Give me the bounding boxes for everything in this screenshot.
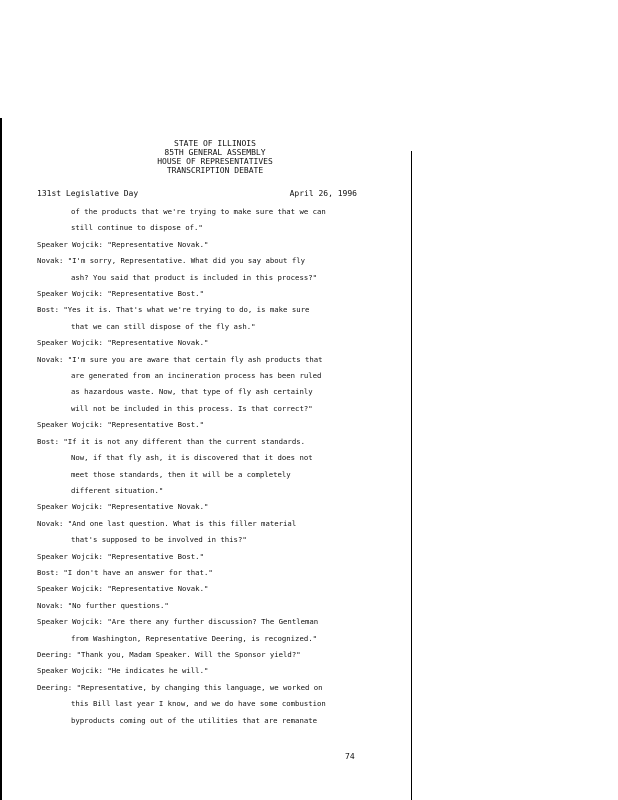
speech-text: will not be included in this process. Is that correct?": [71, 403, 313, 413]
transcript-line: [37, 401, 357, 417]
transcript-line: [37, 696, 357, 712]
speech-text: "No further questions.": [67, 600, 169, 610]
right-margin-rule: [411, 151, 412, 800]
speech-text: "Representative Bost.": [107, 289, 204, 299]
transcript-line: [37, 286, 357, 302]
speaker-label: Speaker Wojcik:: [37, 551, 103, 561]
speech-text: "Representative Novak.": [107, 584, 209, 594]
transcript-line: [37, 565, 357, 581]
speaker-label: Novak:: [37, 256, 64, 266]
speaker-label: Speaker Wojcik:: [37, 420, 103, 430]
speech-text: meet those standards, then it will be a completely: [71, 469, 291, 479]
speech-text: as hazardous waste. Now, that type of fly ash certainly: [71, 387, 313, 397]
speech-text: of the products that we're trying to make sure that we can: [71, 207, 326, 216]
speaker-label: Novak:: [37, 518, 64, 528]
speaker-label: Speaker Wojcik:: [37, 617, 103, 627]
speech-text: "Representative Bost.": [107, 551, 204, 561]
transcript-line: [37, 581, 357, 597]
document-header: [130, 139, 300, 175]
transcript-body: [37, 204, 357, 729]
speech-text: "Representative Bost.": [107, 420, 204, 430]
speech-text: still continue to dispose of.": [71, 223, 203, 233]
assembly-name: 85TH GENERAL ASSEMBLY: [164, 148, 266, 157]
speaker-label: Deering:: [37, 682, 73, 692]
speaker-label: Speaker Wojcik:: [37, 584, 103, 594]
speech-text: "Are there any further discussion? The Gentleman: [107, 617, 319, 627]
speaker-label: Speaker Wojcik:: [37, 338, 103, 348]
transcript-line: [37, 352, 357, 368]
transcript-line: [37, 467, 357, 483]
speech-text: "Representative Novak.": [107, 338, 209, 348]
transcript-line: [37, 384, 357, 400]
speech-text: "And one last question. What is this filler material: [67, 518, 297, 528]
speaker-label: Speaker Wojcik:: [37, 666, 103, 676]
transcript-line: [37, 450, 357, 466]
transcript-line: [37, 368, 357, 384]
speech-text: "Thank you, Madam Speaker. Will the Sponsor yield?": [76, 649, 301, 659]
state-name: STATE OF ILLINOIS: [174, 139, 256, 148]
speaker-label: Deering:: [37, 649, 73, 659]
speech-text: that's supposed to be involved in this?": [71, 535, 247, 545]
transcript-line: [37, 270, 357, 286]
transcript-line: [37, 335, 357, 351]
speech-text: "Yes it is. That's what we're trying to do, is make sure: [63, 305, 310, 315]
left-edge-mark: [0, 118, 2, 800]
speech-text: from Washington, Representative Deering, is recognized.": [71, 633, 318, 643]
speech-text: "Representative Novak.": [107, 502, 209, 512]
speaker-label: Novak:: [37, 600, 64, 610]
transcript-line: [37, 549, 357, 565]
transcript-line: [37, 614, 357, 630]
speech-text: Now, if that fly ash, it is discovered that it does not: [71, 453, 313, 463]
transcript-date: April 26, 1996: [289, 189, 357, 198]
speaker-label: Novak:: [37, 354, 64, 364]
transcript-line: [37, 499, 357, 515]
speech-text: "Representative Novak.": [107, 239, 209, 249]
speaker-label: Bost:: [37, 567, 59, 577]
transcript-line: [37, 663, 357, 679]
transcript-line: [37, 302, 357, 318]
speaker-label: Speaker Wojcik:: [37, 289, 103, 299]
speech-text: ash? You said that product is included in this process?": [71, 272, 318, 282]
transcript-line: [37, 319, 357, 335]
house-name: HOUSE OF REPRESENTATIVES: [157, 157, 273, 166]
speech-text: "Representative, by changing this language, we worked on: [76, 682, 323, 692]
speech-text: "If it is not any different than the current standards.: [63, 436, 305, 446]
document-type: TRANSCRIPTION DEBATE: [166, 166, 264, 175]
transcript-line: [37, 483, 357, 499]
transcript-line: [37, 434, 357, 450]
speech-text: "I'm sorry, Representative. What did you say about fly: [67, 256, 305, 266]
transcript-line: [37, 631, 357, 647]
speech-text: are generated from an incineration process has been ruled: [71, 371, 322, 381]
speech-text: "He indicates he will.": [107, 666, 209, 676]
transcript-line: [37, 204, 357, 220]
speaker-label: Speaker Wojcik:: [37, 239, 103, 249]
transcript-line: [37, 253, 357, 269]
transcript-line: [37, 598, 357, 614]
speech-text: "I don't have an answer for that.": [63, 567, 213, 577]
speech-text: this Bill last year I know, and we do have some combustion: [71, 699, 326, 709]
transcript-line: [37, 532, 357, 548]
transcript-line: [37, 220, 357, 236]
speech-text: "I'm sure you are aware that certain fly ash products that: [67, 354, 323, 364]
speech-text: that we can still dispose of the fly ash.": [71, 321, 256, 331]
transcript-line: [37, 516, 357, 532]
transcript-line: [37, 680, 357, 696]
speech-text: different situation.": [71, 485, 164, 495]
page-number: 74: [345, 752, 355, 761]
speaker-label: Bost:: [37, 305, 59, 315]
speech-text: byproducts coming out of the utilities that are remanate: [71, 715, 318, 725]
legislative-day: 131st Legislative Day: [37, 189, 139, 198]
speaker-label: Speaker Wojcik:: [37, 502, 103, 512]
transcript-line: [37, 237, 357, 253]
speaker-label: Bost:: [37, 436, 59, 446]
transcript-line: [37, 647, 357, 663]
transcript-line: [37, 417, 357, 433]
transcript-line: [37, 713, 357, 729]
